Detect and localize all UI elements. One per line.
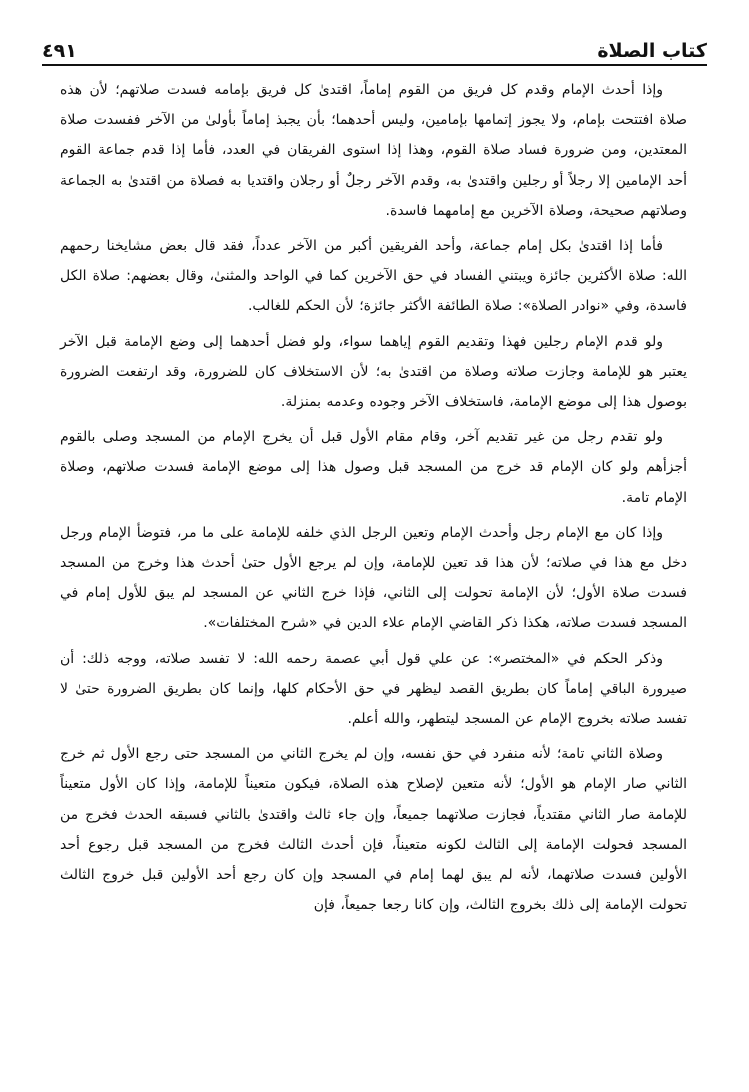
- paragraph-5: وإذا كان مع الإمام رجل وأحدث الإمام وتعين الرجل الذي خلفه للإمامة على ما مر، فتوضأ الإمام ورجل دخل مع هذا في صلاته؛ لأن هذا قد تعين للإمامة، وإن لم يرجع الأول حتىٰ أحدث هذا وخرج من المسجد فسدت صلاة الأول؛ لأن الإمامة تحولت إلى الثاني، فإذا خرج الثاني عن المسجد لم يبق للأول إمام في المسجد فسدت صلاته، هكذا ذكر القاضي الإمام علاء الدين في «شرح المختلفات».: [60, 524, 687, 632]
- page-number: ٤٩١: [42, 40, 77, 62]
- paragraph-3: ولو قدم الإمام رجلين فهذا وتقديم القوم إياهما سواء، ولو فضل أحدهما إلى وضع الإمامة قبل الآخر يعتبر هو للإمامة وجازت صلاته وصلاة من اقتدىٰ به؛ لأن الاستخلاف كان للضرورة، وقد ارتفعت الضرورة بوصول هذا إلى موضع الإمامة، فاستخلاف الآخر وجوده وعدمه بمنزلة.: [60, 333, 687, 411]
- paragraph-6: وذكر الحكم في «المختصر»: عن علي قول أبي عصمة رحمه الله: لا تفسد صلاته، ووجه ذلك: أن صيرورة الباقي إماماً كان بطريق القصد ليظهر في حق الأحكام كلها، وإنما كان بطريق الضرورة حتىٰ لا تفسد صلاته بخروج الإمام عن المسجد ليتطهر، والله أعلم.: [60, 650, 687, 728]
- running-header: [42, 28, 707, 62]
- paragraph-2: فأما إذا اقتدىٰ بكل إمام جماعة، وأحد الفريقين أكبر من الآخر عدداً، فقد قال بعض مشايخنا رحمهم الله: صلاة الأكثرين جائزة ويبتني الفساد في حق الآخرين كما في الواحد والمثنىٰ، وقال بعضهم: صلاة الكل فاسدة، وفي «نوادر الصلاة»: صلاة الطائفة الأكثر جائزة؛ لأن الحكم للغالب.: [60, 238, 687, 315]
- paragraph-7: وصلاة الثاني تامة؛ لأنه منفرد في حق نفسه، وإن لم يخرج الثاني من المسجد حتى رجع الأول ثم خرج الثاني صار الإمام هو الأول؛ لأنه متعين لإصلاح هذه الصلاة، فيكون متعيناً للإمامة، وإذا كان الأول متعيناً للإمامة صار الثاني مقتدياً، فجازت صلاتهما جميعاً، وإن جاء ثالث واقتدىٰ بالثاني فسبقه الحدث فخرج من المسجد فحولت الإمامة إلى الثالث لكونه متعيناً، فإن أحدث الثالث فخرج من المسجد قبل رجوع أحد الأولين فسدت صلاتهما، لأنه لم يبق لهما إمام في المسجد وإن كان رجع أحد الأولين قبل خروج الثالث تحولت الإمامة إلى ذلك بخروج الثالث، وإن كانا رجعا جميعاً، فإن: [60, 746, 687, 914]
- page-body: [60, 75, 687, 920]
- paragraph-4: ولو تقدم رجل من غير تقديم آخر، وقام مقام الأول قبل أن يخرج الإمام من المسجد وصلى بالقوم أجزأهم ولو كان الإمام قد خرج من المسجد قبل وصول هذا إلى موضع الإمامة فسدت صلاتهم، وصلاة الإمام تامة.: [60, 429, 687, 506]
- chapter-title: كتاب الصلاة: [597, 40, 707, 62]
- paragraph-1: وإذا أحدث الإمام وقدم كل فريق من القوم إماماً، اقتدىٰ كل فريق بإمامه فسدت صلاتهم؛ لأن هذه صلاة افتتحت بإمام، ولا يجوز إتمامها بإمامين، وليس أحدهما؛ بأن يجبذ إماماً بأولىٰ من الآخر ففسدت صلاة المعتدين، ومن ضرورة فساد صلاة القوم، وهذا إذا استوى الفريقان في العدد، فأما إذا قدم جماعة القوم أحد الإمامين إلا رجلاً أو رجلين واقتدىٰ به، وقدم الآخر رجلٌ أو رجلان واقتديا به فصلاة من اقتدىٰ به الجماعة وصلاتهم صحيحة، وصلاة الآخرين مع إمامهما فاسدة.: [60, 82, 687, 219]
- header-divider: [42, 64, 707, 66]
